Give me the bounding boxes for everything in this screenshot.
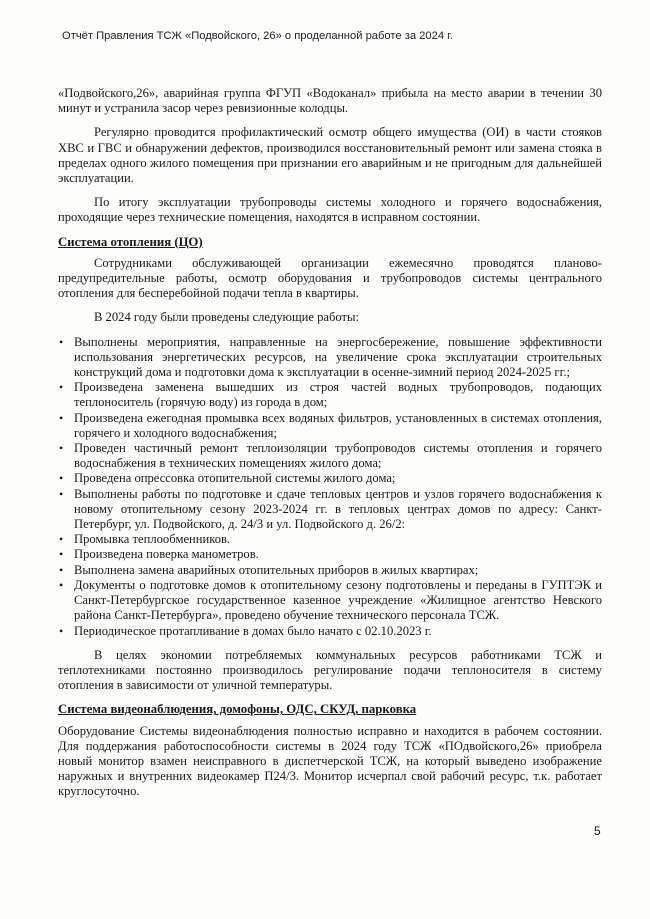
paragraph-works-intro: В 2024 году были проведены следующие работы:: [94, 310, 360, 325]
list-item: [58, 441, 602, 471]
list-item: [58, 380, 602, 410]
list-item-text: Выполнены работы по подготовке и сдаче тепловых центров и узлов горячего водоснабжения к новому отопительному сезону 2023-2024 гг. в тепловых центрах домов по адресу: Санкт-Петербург, ул. Подвойского, д. 24/3 и ул. Подвойского д. 26/2:: [74, 486, 602, 532]
running-header: Отчёт Правления ТСЖ «Подвойского, 26» о проделанной работе за 2024 г.: [62, 30, 453, 42]
page-content: [58, 86, 602, 809]
list-item-text: Документы о подготовке домов к отопительному сезону подготовлены и переданы в ГУПТЭК и Санкт-Петербургское государственное казенное учреждение «Жилищное агентство Невского района Санкт-Петербурга», проведено обучение технического персонала ТСЖ.: [74, 577, 602, 623]
bullet-icon: •: [59, 562, 64, 577]
list-item: [58, 335, 602, 381]
list-item-text: Промывка теплообменников.: [74, 532, 231, 547]
bullet-icon: •: [59, 441, 64, 456]
paragraph-video: Оборудование Системы видеонаблюдения полностью исправно и находится в рабочем состоянии. Для поддержания работоспособности системы в 2024 году ТСЖ «ПОдвойского,26» приобрела новый монитор взамен неисправного в диспетчерской ТСЖ, на который выведено изображение наружных и внутренних видеокамер П24/3. Монитор исчерпал свой рабочий ресурс, т.к. работает круглосуточно.: [58, 723, 602, 799]
bullet-icon: •: [59, 532, 64, 547]
list-item-text: Проведен частичный ремонт теплоизоляции трубопроводов системы отопления и горячего водоснабжения в технических помещениях жилого дома;: [74, 441, 602, 471]
list-item: [58, 411, 602, 441]
bullet-icon: •: [59, 486, 64, 501]
section-heading-heating: Система отопления (ЦО): [58, 234, 203, 249]
bullet-icon: •: [59, 471, 64, 486]
bullet-icon: •: [59, 577, 64, 592]
bullet-icon: •: [59, 380, 64, 395]
heating-works-list: [58, 335, 602, 639]
bullet-icon: •: [59, 547, 64, 562]
list-item: [58, 547, 602, 562]
paragraph-continuation: «Подвойского,26», аварийная группа ФГУП «Водоканал» прибыла на место аварии в течении 30 минут и устранила засор через ревизионные колодцы.: [58, 86, 602, 116]
bullet-icon: •: [59, 410, 64, 425]
section-heading-video: Система видеонаблюдения, домофоны, ОДС, СКУД, парковка: [58, 702, 417, 717]
list-item-text: Произведена заменена вышедших из строя частей водных трубопроводов, подающих теплоноситель (горячую воду) из города в дом;: [74, 380, 602, 410]
list-item: [58, 624, 602, 639]
paragraph-inspection: Регулярно проводится профилактический осмотр общего имущества (ОИ) в части стояков ХВС и ГВС и обнаружении дефектов, производился восстановительный ремонт или замена стояка в пределах одного жилого помещения при признании его аварийным и не пригодным для дальнейшей эксплуатации.: [58, 125, 602, 186]
bullet-icon: •: [59, 334, 64, 349]
list-item-text: Выполнена замена аварийных отопительных приборов в жилых квартирах;: [74, 562, 479, 577]
list-item: [58, 578, 602, 624]
bullet-icon: •: [59, 623, 64, 638]
list-item-text: Выполнены мероприятия, направленные на энергосбережение, повышение эффективности использования энергетических ресурсов, на увеличение срока эксплуатации строительных конструкций дома и подготовки дома к эксплуатации в осенне-зимний период 2024-2025 гг.;: [74, 334, 602, 380]
paragraph-heating-intro: Сотрудниками обслуживающей организации ежемесячно проводятся планово-предупредительные работы, осмотр оборудования и трубопроводов системы центрального отопления для бесперебойной подачи тепла в квартиры.: [58, 255, 602, 301]
list-item-text: Проведена опрессовка отопительной системы жилого дома;: [74, 471, 396, 486]
paragraph-pipelines-status: По итогу эксплуатации трубопроводы системы холодного и горячего водоснабжения, проходящие через технические помещения, находятся в исправном состоянии.: [58, 195, 602, 225]
list-item-text: Периодическое протапливание в домах было начато с 02.10.2023 г.: [74, 623, 432, 638]
list-item: [58, 532, 602, 547]
list-item: [58, 471, 602, 486]
list-item-text: Произведена ежегодная промывка всех водяных фильтров, установленных в системах отопления, горячего и холодного водоснабжения;: [74, 410, 602, 440]
list-item: [58, 563, 602, 578]
list-item: [58, 487, 602, 533]
list-item-text: Произведена поверка манометров.: [74, 547, 259, 562]
page-number: 5: [594, 824, 601, 838]
paragraph-heating-closing: В целях экономии потребляемых коммунальных ресурсов работниками ТСЖ и теплотехниками постоянно производилось регулирование подачи теплоносителя в систему отопления в зависимости от уличной температуры.: [58, 647, 602, 693]
